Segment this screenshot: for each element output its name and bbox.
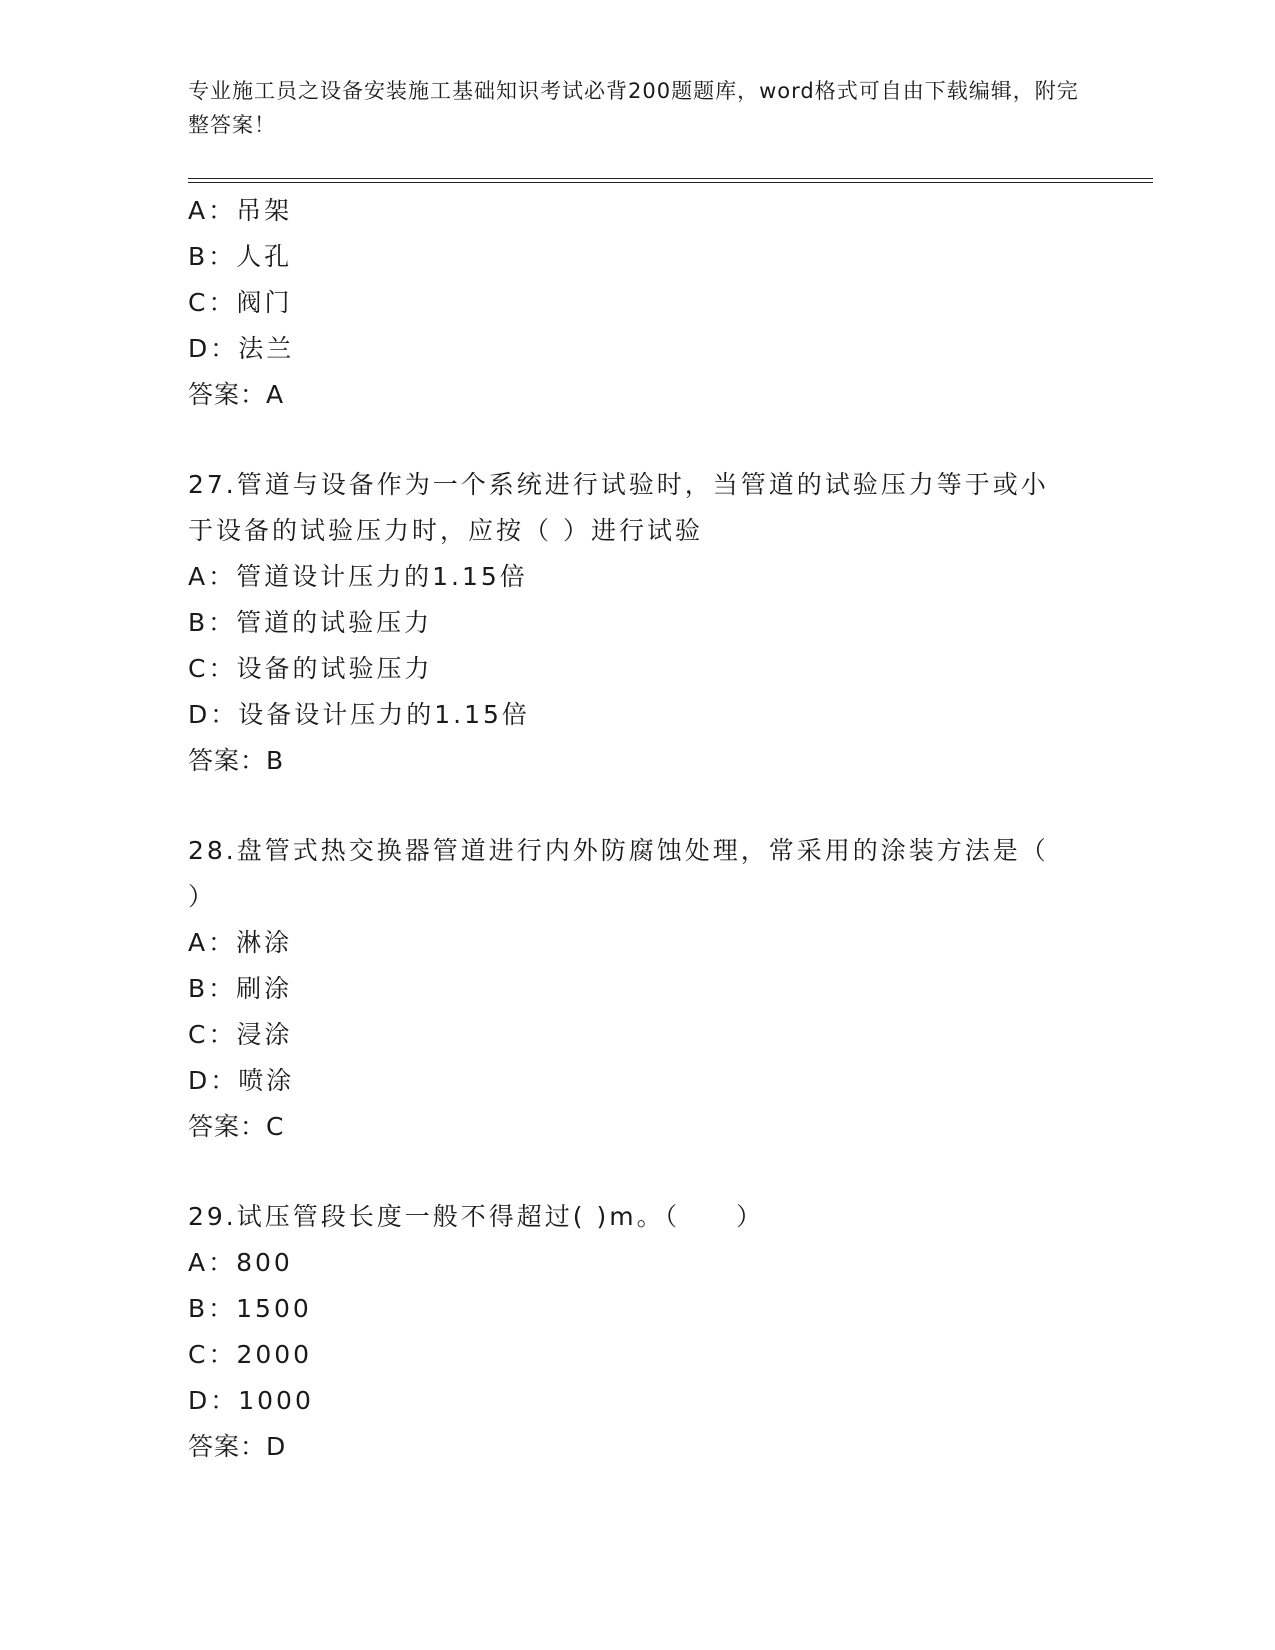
answer-line: 答案：D [188, 1432, 287, 1461]
option-a: A：淋涂 [188, 928, 293, 957]
option-d: D：法兰 [188, 334, 295, 363]
option-d: D：1000 [188, 1386, 314, 1415]
answer-line: 答案：A [188, 380, 285, 409]
option-a: A：800 [188, 1248, 293, 1277]
option-c: C：浸涂 [188, 1020, 293, 1049]
option-d: D：喷涂 [188, 1066, 295, 1095]
answer-line: 答案：C [188, 1112, 285, 1141]
question-block-28 [188, 828, 1088, 1150]
option-b: B：刷涂 [188, 974, 293, 1003]
header-rule-bottom [188, 182, 1153, 183]
question-block-29 [188, 1194, 1088, 1470]
option-c: C：设备的试验压力 [188, 654, 433, 683]
option-c: C：阀门 [188, 288, 293, 317]
option-b: B：1500 [188, 1294, 312, 1323]
question-stem-line: ） [188, 882, 217, 911]
option-b: B：人孔 [188, 242, 293, 271]
question-stem-line: 29.试压管段长度一般不得超过( )m。（ ） [188, 1202, 765, 1231]
question-stem-line: 于设备的试验压力时，应按（ ）进行试验 [188, 516, 703, 545]
header-rule-top [188, 178, 1153, 179]
option-b: B：管道的试验压力 [188, 608, 433, 637]
question-block-26 [188, 188, 1088, 418]
answer-line: 答案：B [188, 746, 285, 775]
document-header: 专业施工员之设备安装施工基础知识考试必背200题题库，word格式可自由下载编辑，附完整答案！ [188, 79, 1079, 137]
question-stem-line: 28.盘管式热交换器管道进行内外防腐蚀处理，常采用的涂装方法是（ [188, 836, 1049, 865]
question-block-27 [188, 462, 1088, 784]
document-body [188, 188, 1088, 1470]
option-a: A：吊架 [188, 196, 293, 225]
question-stem-line: 27.管道与设备作为一个系统进行试验时，当管道的试验压力等于或小 [188, 470, 1049, 499]
option-d: D：设备设计压力的1.15倍 [188, 700, 530, 729]
option-a: A：管道设计压力的1.15倍 [188, 562, 528, 591]
option-c: C：2000 [188, 1340, 313, 1369]
